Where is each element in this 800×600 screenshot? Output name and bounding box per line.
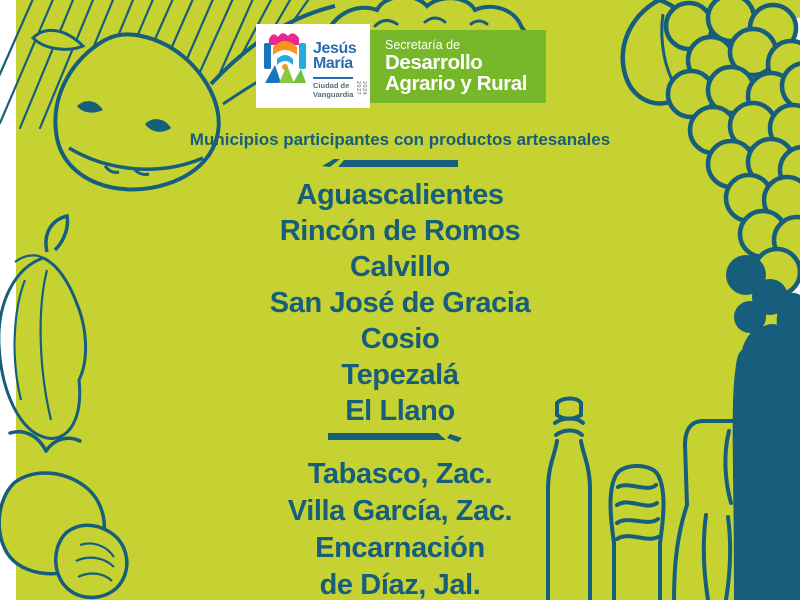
poster-subtitle: Municipios participantes con productos artesanales — [189, 130, 611, 149]
secretariat-name-line1: Desarrollo — [385, 51, 483, 74]
municipality-item: Encarnación — [315, 532, 485, 564]
jesus-maria-logo-icon — [261, 29, 309, 85]
municipality-item: Tepezalá — [341, 359, 459, 391]
municipality-item: Tabasco, Zac. — [307, 458, 493, 490]
municipality-list-aguascalientes — [0, 177, 800, 429]
secretariat-banner — [370, 30, 546, 103]
logo-divider-rule — [313, 77, 353, 79]
top-divider — [320, 156, 460, 170]
secretariat-name-line2: Agrario y Rural — [385, 72, 528, 95]
municipality-item: Rincón de Romos — [279, 215, 521, 247]
logo-tagline: Ciudad de Vanguardia — [313, 81, 354, 99]
secretariat-prefix: Secretaría de — [385, 38, 461, 52]
logo-city-line2: María — [313, 55, 353, 72]
logo-city-line1: Jesús — [313, 40, 357, 57]
municipality-item: Calvillo — [350, 251, 450, 283]
municipality-item: de Díaz, Jal. — [319, 569, 481, 600]
municipality-item: El Llano — [345, 395, 455, 427]
logo-city-name — [313, 41, 356, 71]
logo-term: 2024 2027 — [355, 81, 367, 96]
municipality-item: Aguascalientes — [296, 179, 504, 211]
municipality-item: Villa García, Zac. — [287, 495, 513, 527]
municipality-item: Cosio — [360, 323, 440, 355]
jesus-maria-logo — [256, 24, 370, 108]
municipality-list-other-states — [0, 456, 800, 600]
municipality-item: San José de Gracia — [269, 287, 531, 319]
bottom-divider — [326, 429, 466, 443]
